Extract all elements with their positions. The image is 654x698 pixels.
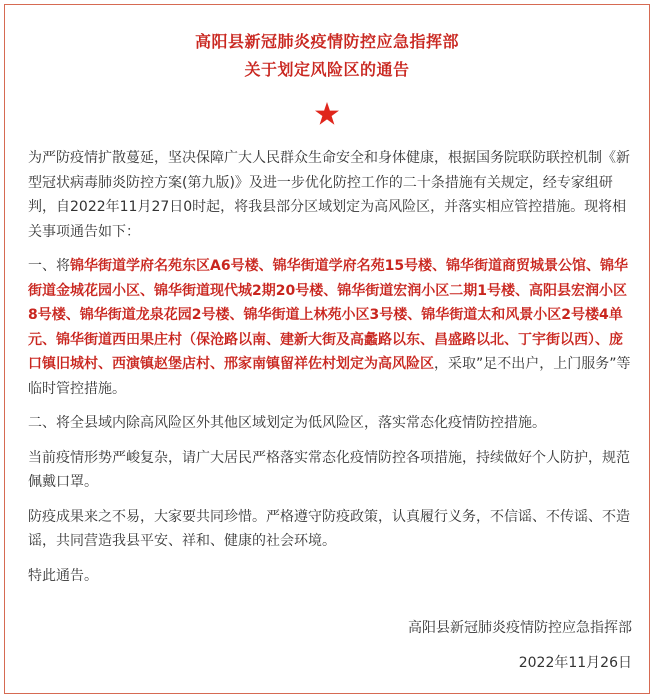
- notice-header: [0, 28, 654, 84]
- item-2-paragraph: 二、将全县域内除高风险区外其他区域划定为低风险区，落实常态化疫情防控措施。: [28, 415, 546, 431]
- item-1-paragraph: [28, 254, 634, 401]
- high-risk-areas-list: 锦华街道学府名苑东区A6号楼、锦华街道学府名苑15号楼、锦华街道商贸城景公馆、锦华街道金城花园小区、锦华街道现代城2期20号楼、锦华街道宏润小区二期1号楼、高阳县宏润小区8号楼、锦华街道龙泉花园2号楼、锦华街道上林苑小区3号楼、锦华街道太和风景小区2号楼4单元、锦华街道西田果庄村（保沧路以南、建新大街及高蠡路以东、昌盛路以北、丁宇街以西）、庞口镇旧城村、西演镇赵堡店村、邢家南镇留祥佐村划定为高风险区: [28, 258, 629, 372]
- notice-title-line1: 高阳县新冠肺炎疫情防控应急指挥部: [194, 32, 459, 51]
- issue-date: 2022年11月26日: [518, 655, 632, 671]
- item-1-prefix: 一、将: [28, 258, 70, 274]
- notice-body: [28, 146, 634, 598]
- notice-paragraph-2: 防疫成果来之不易，大家要共同珍惜。严格遵守防疫政策，认真履行义务，不信谣、不传谣、不造谣，共同营造我县平安、祥和、健康的社会环境。: [28, 508, 630, 549]
- item-1-suffix: ，采取”足不出户，上门服务”等临时管控措施。: [28, 356, 631, 397]
- red-star-icon: [314, 101, 340, 127]
- signature: 高阳县新冠肺炎疫情防控应急指挥部: [408, 620, 632, 636]
- notice-title-line2: 关于划定风险区的通告: [244, 60, 410, 79]
- closing-line: 特此通告。: [28, 567, 98, 584]
- notice-paragraph-1: 当前疫情形势严峻复杂，请广大居民严格落实常态化疫情防控各项措施，持续做好个人防护，规范佩戴口罩。: [28, 449, 630, 490]
- intro-paragraph: 为严防疫情扩散蔓延，坚决保障广大人民群众生命安全和身体健康，根据国务院联防联控机制《新型冠状病毒肺炎防控方案(第九版)》及进一步优化防控工作的二十条措施有关规定，经专家组研判，自2022年11月27日0时起，将我县部分区域划定为高风险区，并落实相应管控措施。现将相关事项通告如下：: [28, 150, 630, 240]
